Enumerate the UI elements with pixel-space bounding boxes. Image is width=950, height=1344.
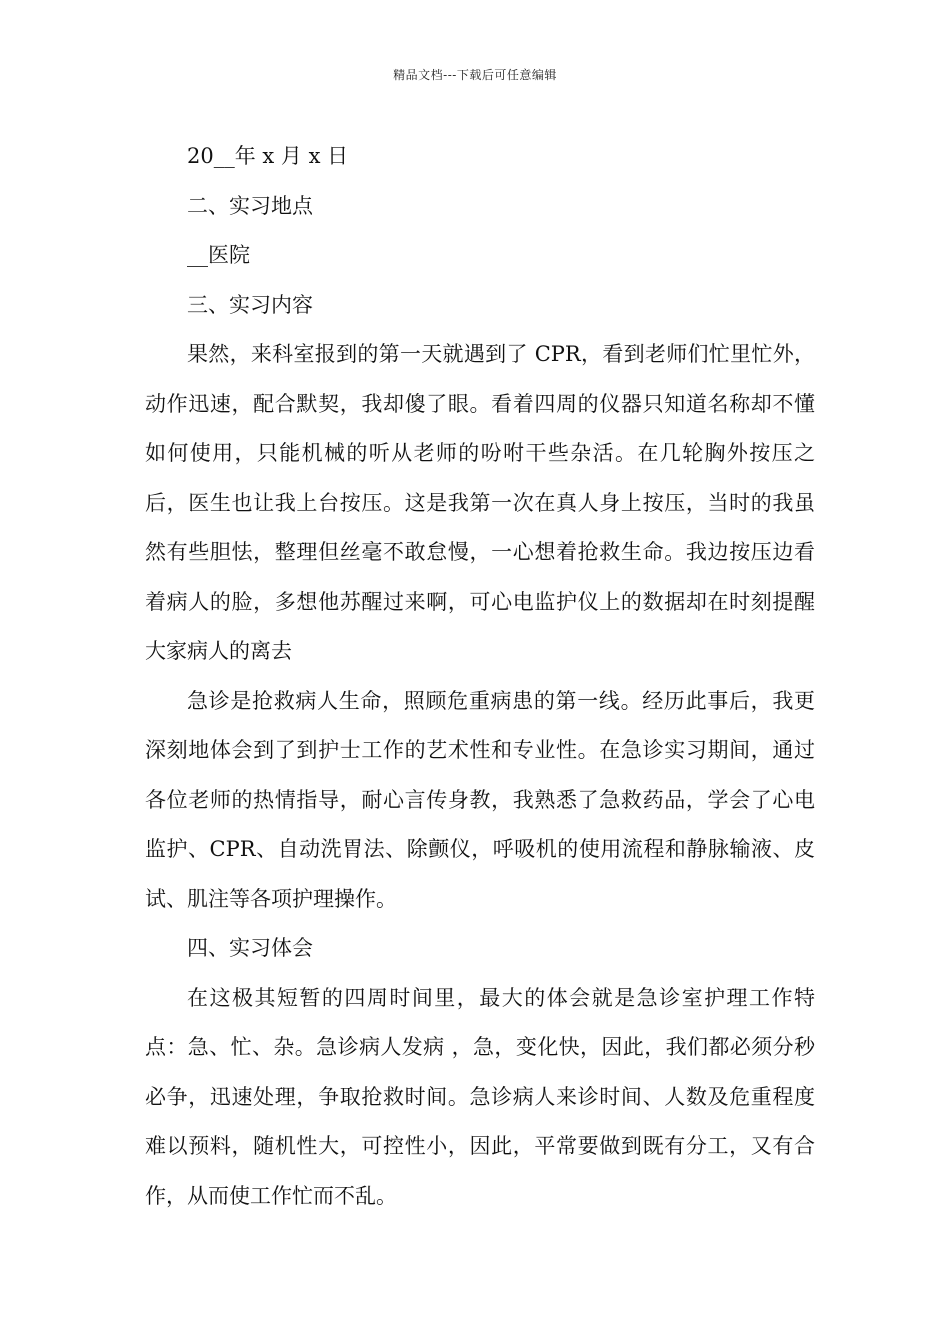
section-heading-reflection: 四、实习体会 — [187, 936, 313, 960]
paragraph-reflection: 在这极其短暂的四周时间里，最大的体会就是急诊室护理工作特点：急、忙、杂。急诊病人发病 ，急，变化快，因此，我们都必须分秒必争，迅速处理，争取抢救时间。急诊病人来诊时间、人数及危重程度难以预料，随机性大，可控性小，因此，平常要做到既有分工，又有合作，从而使工作忙而不乱。 — [145, 985, 815, 1208]
section-heading-content: 三、实习内容 — [187, 292, 313, 317]
document-body — [145, 132, 815, 1221]
location-line: __医院 — [187, 243, 250, 267]
paragraph-cpr-experience: 果然，来科室报到的第一天就遇到了 CPR，看到老师们忙里忙外，动作迅速，配合默契，我却傻了眼。看着四周的仪器只知道名称却不懂如何使用，只能机械的听从老师的吩咐干些杂活。在几轮胸外按压之后，医生也让我上台按压。这是我第一次在真人身上按压，当时的我虽然有些胆怯，整理但丝毫不敢怠慢，一心想着抢救生命。我边按压边看着病人的脸，多想他苏醒过来啊，可心电监护仪上的数据却在时刻提醒大家病人的离去 — [145, 342, 815, 663]
section-heading-location: 二、实习地点 — [187, 193, 313, 218]
page-header: 精品文档---下载后可任意编辑 — [393, 68, 557, 82]
paragraph-emergency-skills: 急诊是抢救病人生命，照顾危重病患的第一线。经历此事后，我更深刻地体会到了到护士工作的艺术性和专业性。在急诊实习期间，通过各位老师的热情指导，耐心言传身教，我熟悉了急救药品，学会了心电监护、CPR、自动洗胃法、除颤仪，呼吸机的使用流程和静脉输液、皮试、肌注等各项护理操作。 — [145, 688, 815, 911]
date-line: 20__年 x 月 x 日 — [187, 144, 349, 168]
